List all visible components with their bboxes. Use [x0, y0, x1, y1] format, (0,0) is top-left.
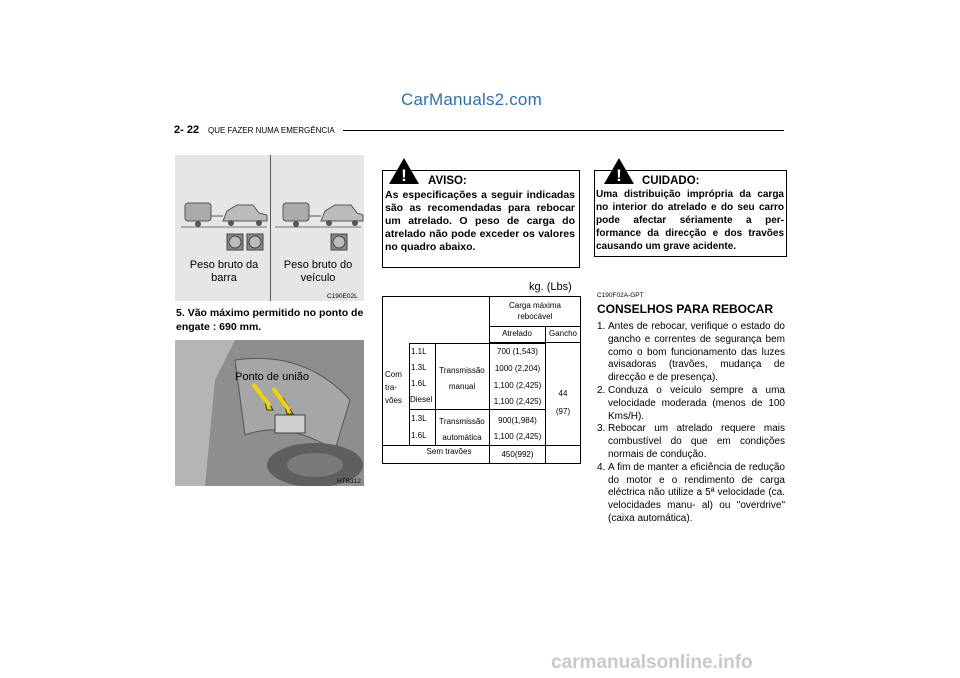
- caution-title: CUIDADO:: [642, 175, 700, 187]
- caution-icon: [603, 157, 635, 185]
- label-coupling-point: Ponto de união: [235, 371, 310, 383]
- list-item-number: 2.: [597, 384, 606, 396]
- value-cell: 1,100 (2,425): [493, 381, 542, 390]
- figure-code: HTB312: [337, 478, 361, 485]
- warning-title: AVISO:: [428, 175, 467, 187]
- warning-text: As especificações a seguir indicadas são as recomendadas para rebocar um atrelado. O peso de carga do atrelado não pode exceder os valores no quadro abaixo.: [385, 189, 575, 253]
- table-hline: [489, 326, 580, 327]
- value-cell: 1000 (2,204): [494, 364, 541, 373]
- list-item: [597, 423, 785, 461]
- value-without-brakes: 450(992): [501, 450, 534, 459]
- list-item: [597, 462, 785, 526]
- list-item: [597, 321, 785, 385]
- coupling-point-figure: [175, 340, 364, 486]
- figure-divider: [270, 155, 271, 301]
- section-code: C190F02A-GPT: [597, 292, 644, 299]
- label-without-brakes: Sem travões: [426, 447, 472, 456]
- table-hline: [409, 409, 546, 410]
- trailer-weight-figure: [175, 155, 364, 301]
- watermark-bottom[interactable]: carmanualsonline.info: [551, 652, 753, 673]
- svg-text:!: !: [616, 166, 622, 185]
- svg-text:!: !: [401, 166, 407, 185]
- section-title: QUE FAZER NUMA EMERGÊNCIA: [208, 126, 335, 135]
- engine-cell: 1.3L: [411, 363, 427, 372]
- engine-cell: 1.6L: [411, 379, 427, 388]
- table-unit: kg. (Lbs): [529, 281, 572, 293]
- table-hline: [409, 343, 546, 344]
- value-cell: 1,100 (2,425): [493, 397, 542, 406]
- list-item-number: 3.: [597, 423, 606, 435]
- item-number: 5.: [176, 307, 185, 319]
- underbody-illustration: [175, 340, 364, 486]
- towing-tips-list: [597, 321, 785, 526]
- list-item-text: Antes de rebocar, verifique o estado do gancho e correntes de segurança bem como o bom funcionamento das luzes avisadoras (travões, mudança de direcção e de presença).: [608, 321, 785, 384]
- header-trailer: Atrelado: [502, 329, 532, 338]
- list-item-number: 1.: [597, 321, 606, 332]
- value-cell: 1,100 (2,425): [493, 432, 542, 441]
- warning-icon: [388, 157, 420, 185]
- engine-cell: 1.1L: [411, 347, 427, 356]
- section-heading: CONSELHOS PARA REBOCAR: [597, 302, 774, 316]
- table-vline: [409, 343, 410, 445]
- engine-cell: 1.3L: [411, 414, 427, 423]
- caution-text: Uma distribuição imprópria da carga no interior do atrelado e do seu carro pode afectar sériamente a per- formance da direcção e dos travões causando um grave acidente.: [596, 189, 784, 252]
- value-cell: 900(1,984): [498, 416, 537, 425]
- coupling-clearance-note: [176, 306, 366, 334]
- list-item-number: 4.: [597, 461, 606, 473]
- header-max-load: Carga máxima rebocável: [508, 301, 561, 321]
- label-vehicle-weight: Peso bruto do veículo: [283, 259, 353, 284]
- header-rule: [343, 130, 784, 131]
- label-automatic-transmission: Transmissão automática: [439, 417, 485, 442]
- list-item-text: Rebocar um atrelado requere mais combustível do que em condições normais de condução.: [608, 423, 785, 460]
- header-hook: Gancho: [548, 329, 578, 338]
- engine-cell: Diesel: [410, 395, 433, 404]
- figure-code: C190E02L: [327, 293, 358, 300]
- label-with-brakes: Com tra- vões: [385, 370, 402, 405]
- item-text: Vão máximo permitido no ponto de engate : 690 mm.: [176, 307, 364, 333]
- label-manual-transmission: Transmissão manual: [439, 366, 485, 391]
- towing-capacity-table: [382, 296, 581, 464]
- page-number: 2- 22: [174, 124, 200, 136]
- label-tongue-weight: Peso bruto da barra: [189, 259, 259, 284]
- hook-value-lbs: (97): [555, 407, 571, 416]
- list-item-text: A fim de manter a eficiência de redução do motor e o rendimento de carga eléctrica não utilize a 5ª velocidade (ca. velocidades manu- al) ou "overdrive" (caixa automática).: [608, 461, 785, 524]
- list-item-text: Conduza o veículo sempre a uma velocidade moderada (menos de 100 Kms/H).: [608, 384, 785, 422]
- hook-value: 44: [558, 389, 568, 398]
- watermark-top[interactable]: CarManuals2.com: [401, 90, 542, 109]
- value-cell: 700 (1,543): [497, 347, 538, 356]
- engine-cell: 1.6L: [411, 431, 427, 440]
- list-item: [597, 385, 785, 423]
